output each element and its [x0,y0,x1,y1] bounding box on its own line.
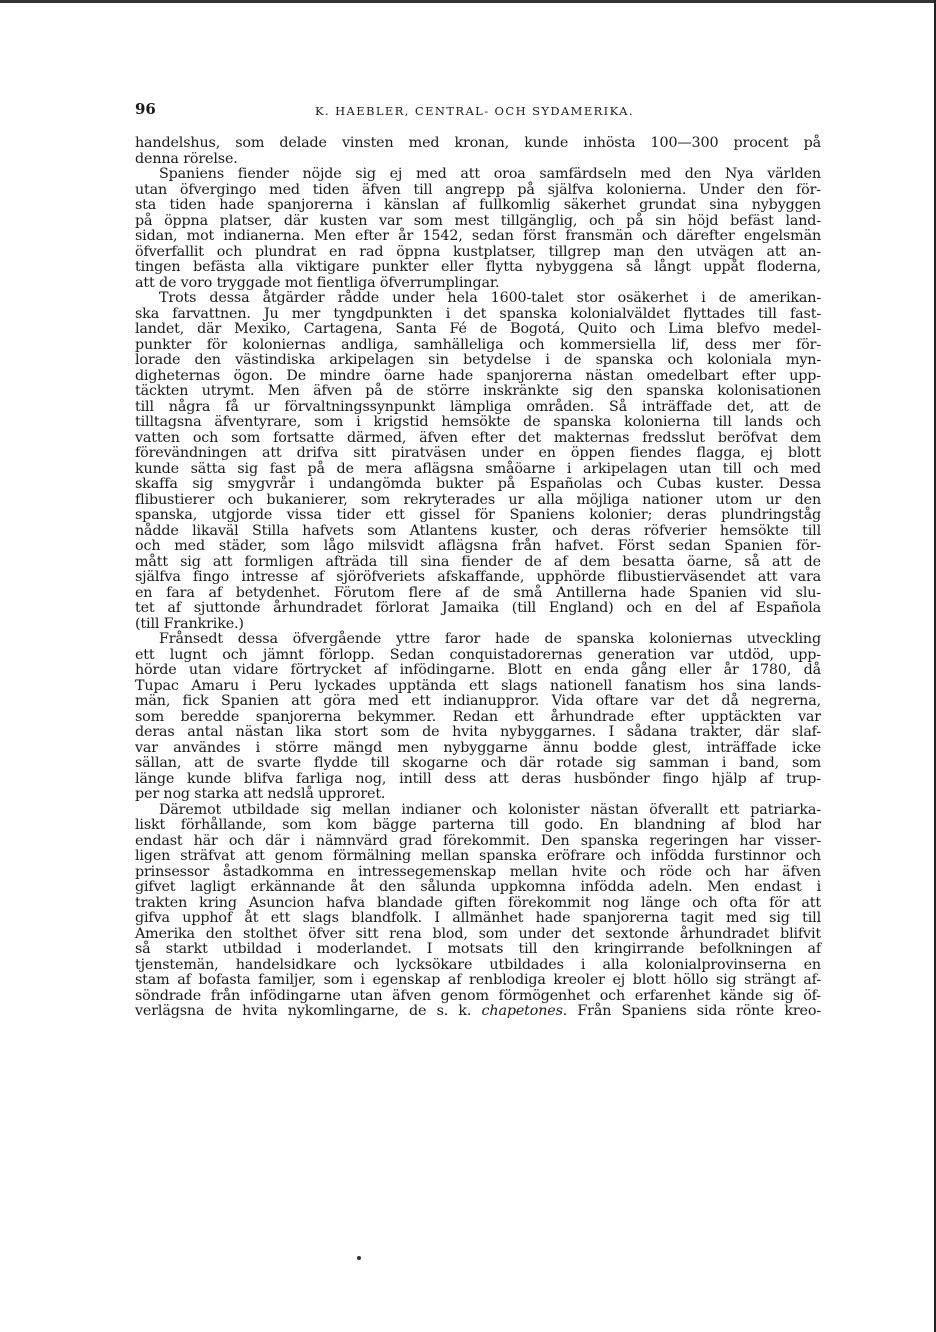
text-line: punkter för koloniernas andliga, samhälleliga och kommersiella lif, dess mer för- [135,336,821,353]
text-line: lorade den västindiska arkipelagen sin betydelse i de spanska och koloniala myn- [135,352,821,368]
text-line: gifva upphof åt ett slags blandfolk. I allmänhet hade spanjorerna tagit med sig till [135,910,821,926]
text-line: tjenstemän, handelsidkare och lycksökare utbildades i alla kolonialprovinserna en [135,956,821,973]
text-line: sällan, att de svarte flydde till skogarne och där rotade sig samman i band, som [135,755,821,771]
text-line: tilltagsna äfventyrare, som i krigstid hemsökte de spanska kolonierna till lands och [135,414,821,430]
page-header [135,100,825,124]
text-line: själfva fingo intresse af sjöröfveriets afskaffande, upphörde flibustierväsendet att vara [135,569,821,585]
text-line: tingen befästa alla viktigare punkter eller flytta nybyggena så långt uppåt floderna, [135,259,821,275]
text-line: på öppna platser, där kusten var som mest tillgänglig, och på sin höjd befäst land- [135,212,821,229]
text-line: tet af sjuttonde århundradet förlorat Jamaika (till England) och en del af Española [135,600,821,616]
text-line: (till Frankrike.) [135,615,244,632]
text-line: handelshus, som delade vinsten med kronan, kunde inhösta 100—300 procent på [135,135,821,151]
text-line: endast här och där i nämnvärd grad förekommit. Den spanska regeringen har visser- [135,832,821,849]
text-line: ligen sträfvat att genom förmälning mellan spanska eröfrare och infödda furstinnor och [135,848,821,864]
text-line: Spaniens fiender nöjde sig ej med att oroa samfärdseln med den Nya världen [159,166,821,182]
running-head: K. HAEBLER, CENTRAL- OCH SYDAMERIKA. [315,104,634,118]
text-line: verlägsna de hvita nykomlingarne, de s. k. chapetones. Från Spaniens sida rönte kreo- [135,1003,821,1019]
text-line: Trots dessa åtgärder rådde under hela 1600-talet stor osäkerhet i de amerikan- [159,290,821,306]
text-line: skaffa sig smygvrår i undangömda bukter på Españolas och Cubas kuster. Dessa [135,476,821,492]
text-line: ska farvattnen. Ju mer tyngdpunkten i det spanska kolonialväldet flyttades till fast- [135,305,821,322]
text-line: så starkt utbildad i moderlandet. I motsats till den kringirrande befolkningen af [135,941,821,957]
text-line: vatten och som fortsatte därmed, äfven efter det makternas fredsslut beröfvat dem [135,429,821,446]
text-line: sidan, mot indianerna. Men efter år 1542, sedan först fransmän och därefter engelsmän [135,228,821,244]
text-line: Däremot utbildade sig mellan indianer och kolonister nästan öfverallt ett patriarka- [159,801,821,818]
text-line: söndrade från infödingarne utan äfven genom förmögenhet och erfarenhet kände sig öf- [135,987,821,1004]
text-line: och med städer, som lågo milsvidt aflägsna från hafvet. Först sedan Spanien för- [135,538,821,554]
text-line: ett lugnt och jämnt förlopp. Sedan conquistadorernas generation var utdöd, upp- [135,646,821,663]
body-text [135,136,821,1020]
text-line: män, fick Spanien att göra med ett indianuppror. Vida oftare var det då negrerna, [135,693,821,709]
scan-speck [357,1256,361,1260]
text-line: Amerika den stolthet öfver sitt rena blod, som under det sextonde århundradet blifvit [135,925,821,942]
text-line: länge kunde blifva farliga nog, intill dess att deras husbönder fingo hjälp af trup- [135,770,821,787]
text-line: nådde likaväl Stilla hafvets som Atlantens kuster, och deras röfverier hemsökte till [135,522,821,539]
text-line: gifvet lagligt erkännande åt den sålunda uppkomna infödda adeln. Men endast i [135,879,821,895]
text-line: Frånsedt dessa öfvergående yttre faror hade de spanska koloniernas utveckling [159,631,821,647]
text-line: att de voro tryggade mot fientliga öfverrumplingar. [135,274,500,291]
text-line: stam af bofasta familjer, som i egenskap af renblodiga kreoler ej blott höllo sig strängt af- [135,972,821,988]
text-line: kunde sätta sig fast på de mera aflägsna småöarne i arkipelagen utan till och med [135,460,821,477]
text-line: en fara af betydenhet. Förutom flere af de små Antillerna hade Spanien vid slu- [135,584,821,601]
text-line: per nog starka att nedslå upproret. [135,786,386,802]
text-line: öfverfallit och plundrat en rad öppna kustplatser, tillgrep man den utvägen att an- [135,243,821,260]
text-line: var användes i större mängd men nybyggarne ännu bodde glest, inträffade icke [135,739,821,756]
text-line: spanska, utgjorde vissa tider ett gissel för Spaniens kolonier; deras plundringståg [135,507,821,523]
text-line: hörde utan vidare förtrycket af infödingarne. Blott en enda gång eller år 1780, då [135,662,821,678]
text-line: denna rörelse. [135,150,238,167]
text-line: flibustierer och bukanierer, som rekryterades ur alla möjliga nationer utom ur den [135,491,821,508]
text-line: prinsessor åstadkomma en intressegemenskap mellan hvite och röde och har äfven [135,863,821,880]
text-line: sta tiden hade spanjorerna i känslan af fullkomlig säkerhet grundat sina nybyggen [135,197,821,213]
text-line: digheternas ögon. De mindre öarne hade spanjorerna nästan omedelbart efter upp- [135,367,821,384]
text-line: trakten kring Asuncion hafva blandade giften förekommit nog länge och ofta för att [135,894,821,911]
text-line: till några få ur förvaltningssynpunkt lämpliga områden. Så inträffade det, att de [135,398,821,415]
text-line: utan öfvergingo med tiden äfven till angrepp på själfva kolonierna. Under den för- [135,181,821,198]
scan-edge-top [0,0,936,3]
page-number: 96 [135,100,156,118]
text-line: täckten utrymt. Men äfven på de större inskränkte sig den spanska kolonisationen [135,383,821,399]
text-line: förevändningen att drifva sitt piratväsen under en öppen fiendes flagga, ej blott [135,445,821,461]
text-line: deras antal nästan lika stort som de hvita nybyggarnes. I sådana trakter, där slaf- [135,724,821,740]
text-line: Tupac Amaru i Peru lyckades upptända ett slags nationell fanatism hos sina lands- [135,677,821,694]
text-line: liskt förhållande, som kom bägge parterna till godo. En blandning af blod har [135,817,821,833]
text-line: mått sig att formligen afträda till sina fiender de af dem besatta öarne, så att de [135,553,821,570]
text-line: landet, där Mexiko, Cartagena, Santa Fé de Bogotá, Quito och Lima blefvo medel- [135,321,821,337]
text-line: som beredde spanjorerna bekymmer. Redan ett århundrade efter upptäckten var [135,708,821,725]
